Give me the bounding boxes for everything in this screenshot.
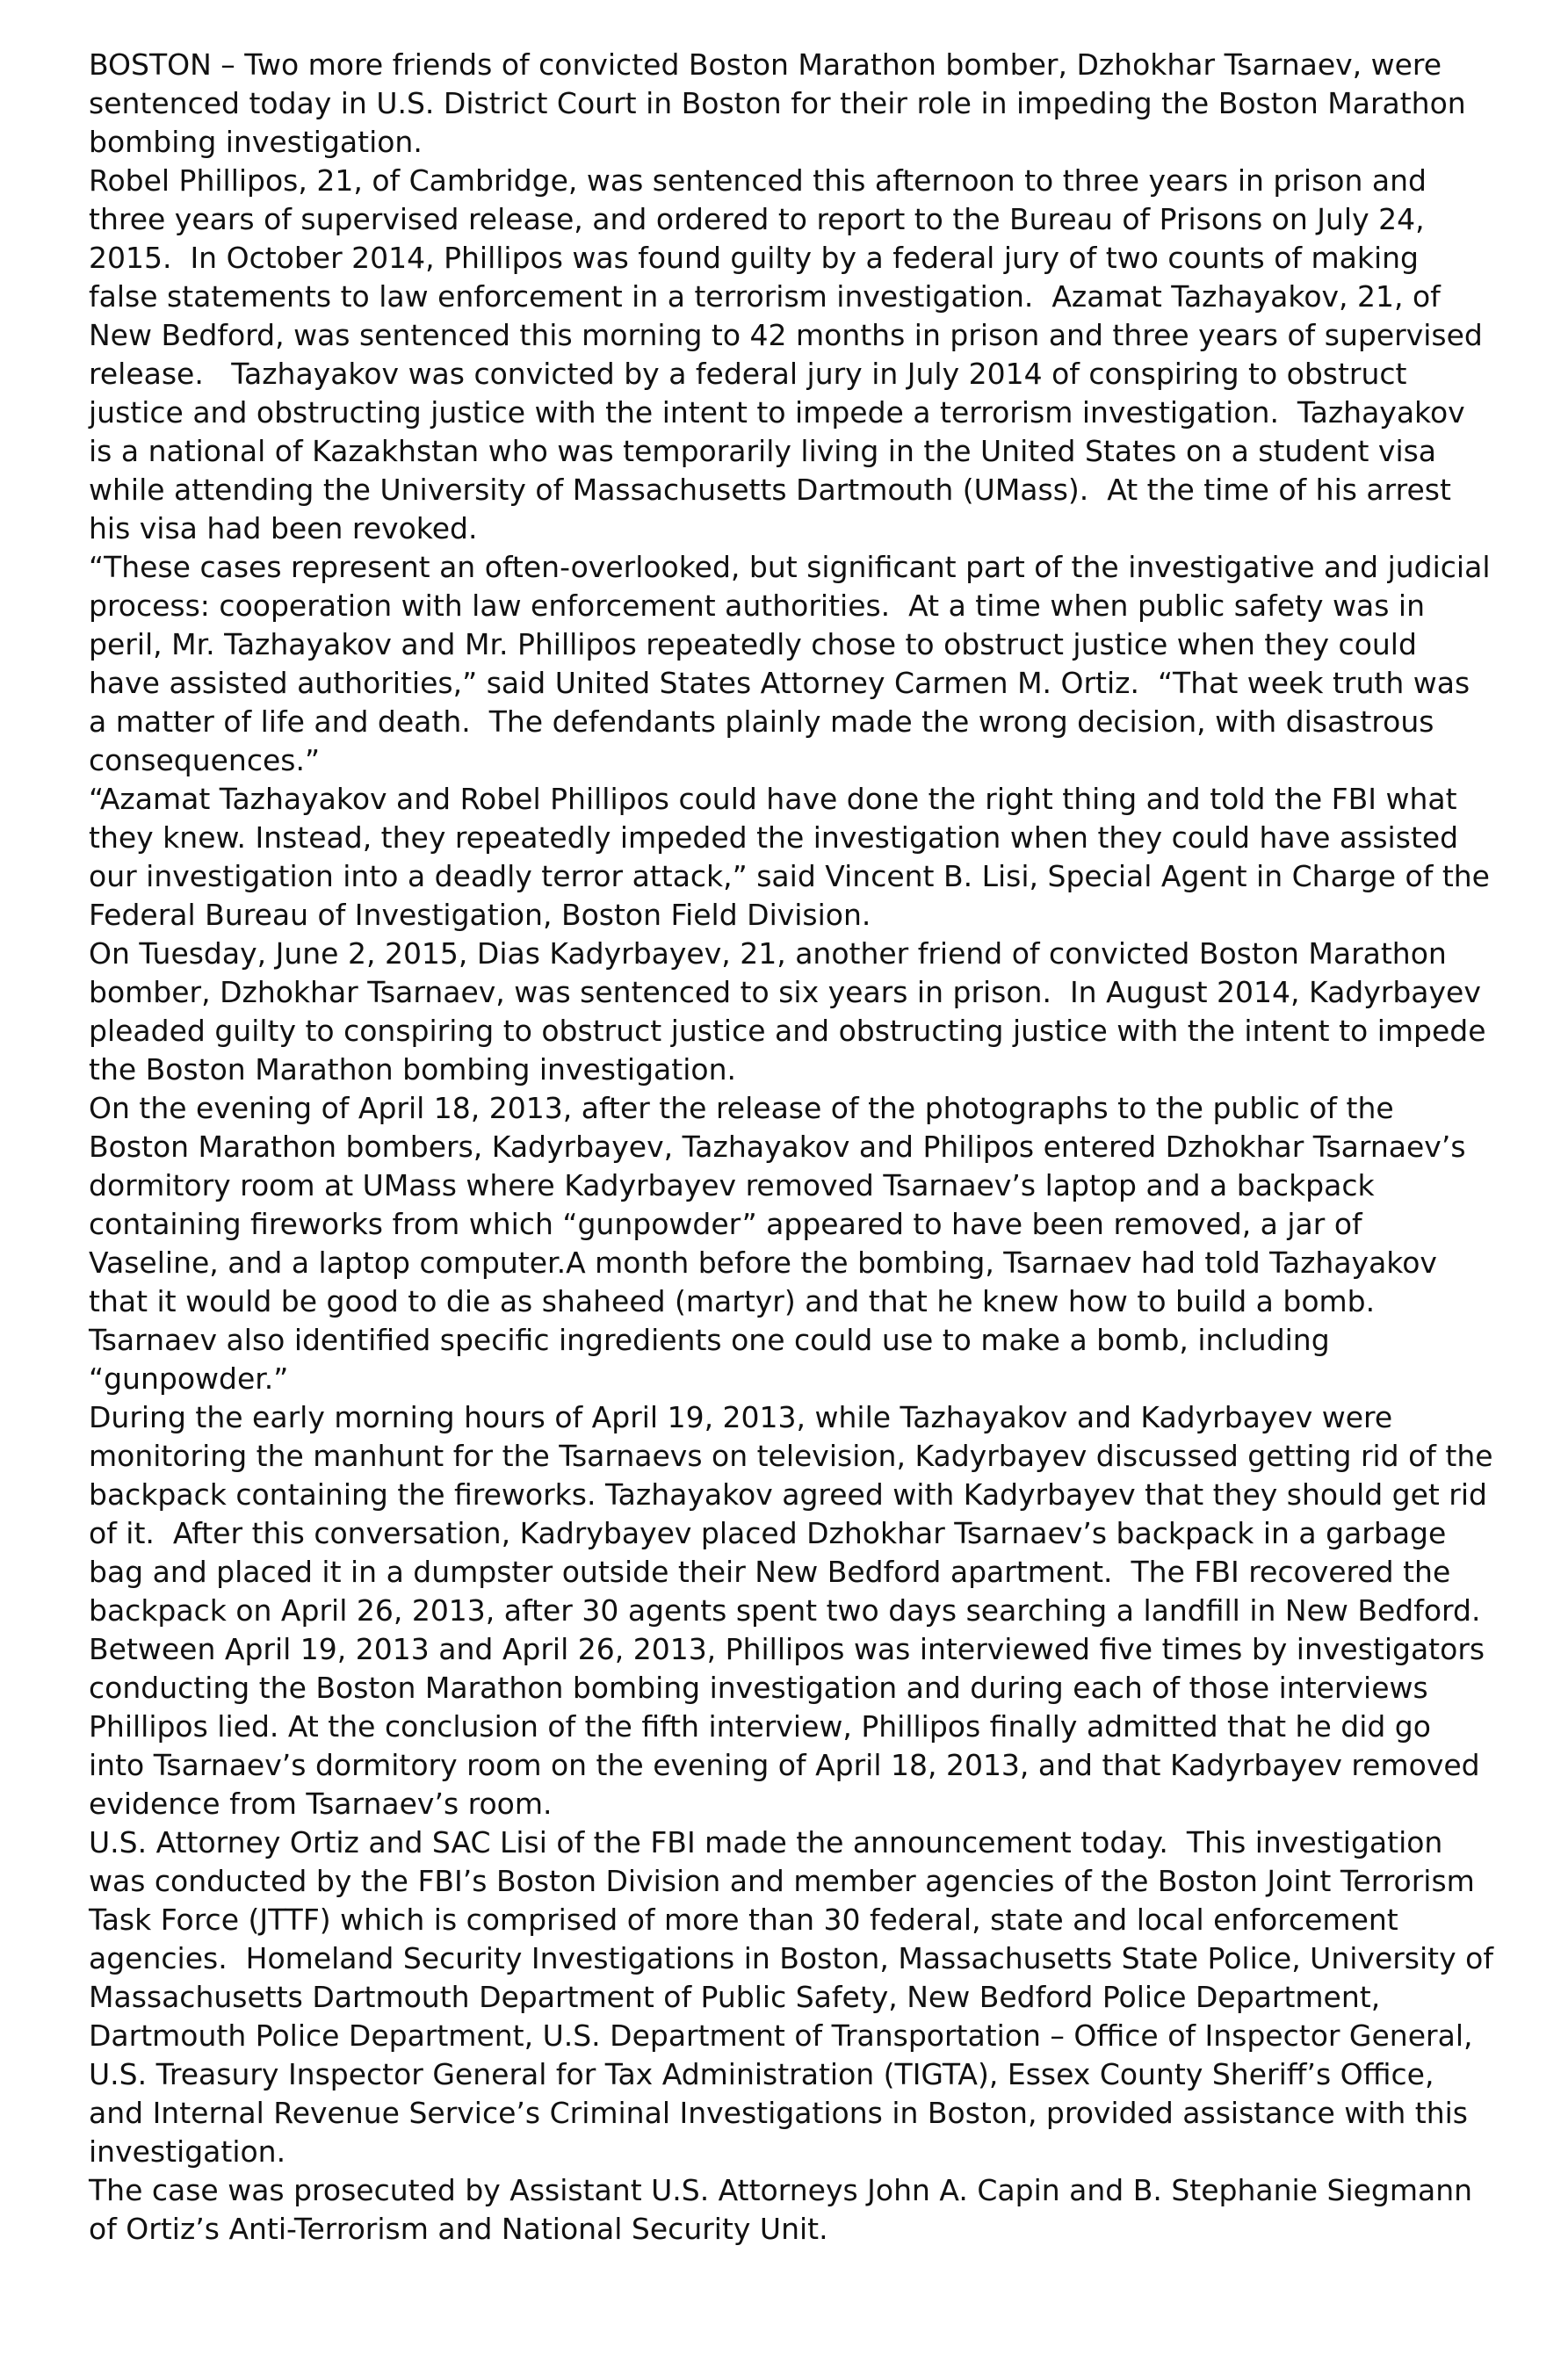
paragraph-april-19: During the early morning hours of April 19, 2013, while Tazhayakov and Kadyrbayev were monitoring the manhunt for the Tsarnaevs on television, Kadyrbayev discussed getting rid of the backpack containing the fireworks. Tazhayakov agreed with Kadyrbayev that they should get rid of it. After this conversation, Kadrybayev placed Dzhokhar Tsarnaev’s backpack in a garbage bag and placed it in a dumpster outside their New Bedford apartment. The FBI recovered the backpack on April 26, 2013, after 30 agents spent two days searching a landfill in New Bedford. (89, 1400, 1503, 1628)
paragraph-intro: BOSTON – Two more friends of convicted Boston Marathon bomber, Dzhokhar Tsarnaev, were sentenced today in U.S. District Court in Boston for their role in impeding the Boston Marathon bombing investigation. (89, 47, 1476, 159)
paragraph-prosecutors: The case was prosecuted by Assistant U.S. Attorneys John A. Capin and B. Stephanie Siegmann of Ortiz’s Anti-Terrorism and National Security Unit. (89, 2173, 1482, 2246)
paragraph-announcement: U.S. Attorney Ortiz and SAC Lisi of the FBI made the announcement today. This investigation was conducted by the FBI’s Boston Division and member agencies of the Boston Joint Terrorism Task Force (JTTF) which is comprised of more than 30 federal, state and local enforcement agencies. Homeland Security Investigations in Boston, Massachusetts State Police, University of Massachusetts Dartmouth Department of Public Safety, New Bedford Police Department, Dartmouth Police Department, U.S. Department of Transportation – Office of Inspector General, U.S. Treasury Inspector General for Tax Administration (TIGTA), Essex County Sheriff’s Office, and Internal Revenue Service’s Criminal Investigations in Boston, provided assistance with this investigation. (89, 1825, 1503, 2169)
paragraph-april-18: On the evening of April 18, 2013, after the release of the photographs to the public of the Boston Marathon bombers, Kadyrbayev, Tazhayakov and Philipos entered Dzhokhar Tsarnaev’s dormitory room at UMass where Kadyrbayev removed Tsarnaev’s laptop and a backpack containing fireworks from which “gunpowder” appeared to have been removed, a jar of Vaseline, and a laptop computer.A month before the bombing, Tsarnaev had told Tazhayakov that it would be good to die as shaheed (martyr) and that he knew how to build a bomb. Tsarnaev also identified specific ingredients one could use to make a bomb, including “gunpowder.” (89, 1091, 1476, 1396)
paragraph-kadyrbayev: On Tuesday, June 2, 2015, Dias Kadyrbayev, 21, another friend of convicted Boston Marathon bomber, Dzhokhar Tsarnaev, was sentenced to six years in prison. In August 2014, Kadyrbayev pleaded guilty to conspiring to obstruct justice and obstructing justice with the intent to impede the Boston Marathon bombing investigation. (89, 936, 1496, 1087)
paragraph-lisi-quote: “Azamat Tazhayakov and Robel Phillipos could have done the right thing and told the FBI what they knew. Instead, they repeatedly impeded the investigation when they could have assisted our investigation into a deadly terror attack,” said Vincent B. Lisi, Special Agent in Charge of the Federal Bureau of Investigation, Boston Field Division. (89, 782, 1499, 932)
paragraph-sentencing: Robel Phillipos, 21, of Cambridge, was sentenced this afternoon to three years in prison and three years of supervised release, and ordered to report to the Bureau of Prisons on July 24, 2015. In October 2014, Phillipos was found guilty by a federal jury of two counts of making false statements to law enforcement in a terrorism investigation. Azamat Tazhayakov, 21, of New Bedford, was sentenced this morning to 42 months in prison and three years of supervised release. Tazhayakov was convicted by a federal jury in July 2014 of conspiring to obstruct justice and obstructing justice with the intent to impede a terrorism investigation. Tazhayakov is a national of Kazakhstan who was temporarily living in the United States on a student visa while attending the University of Massachusetts Dartmouth (UMass). At the time of his arrest his visa had been revoked. (89, 163, 1492, 545)
paragraph-interviews: Between April 19, 2013 and April 26, 2013, Phillipos was interviewed five times by investigators conducting the Boston Marathon bombing investigation and during each of those interviews Phillipos lied. At the conclusion of the fifth interview, Phillipos finally admitted that he did go into Tsarnaev’s dormitory room on the evening of April 18, 2013, and that Kadyrbayev removed evidence from Tsarnaev’s room. (89, 1632, 1494, 1821)
paragraph-ortiz-quote: “These cases represent an often-overlooked, but significant part of the investigative and judicial process: cooperation with law enforcement authorities. At a time when public safety was in peril, Mr. Tazhayakov and Mr. Phillipos repeatedly chose to obstruct justice when they could have assisted authorities,” said United States Attorney Carmen M. Ortiz. “That week truth was a matter of life and death. The defendants plainly made the wrong decision, with disastrous consequences.” (89, 550, 1499, 777)
document-body (89, 46, 1503, 2249)
